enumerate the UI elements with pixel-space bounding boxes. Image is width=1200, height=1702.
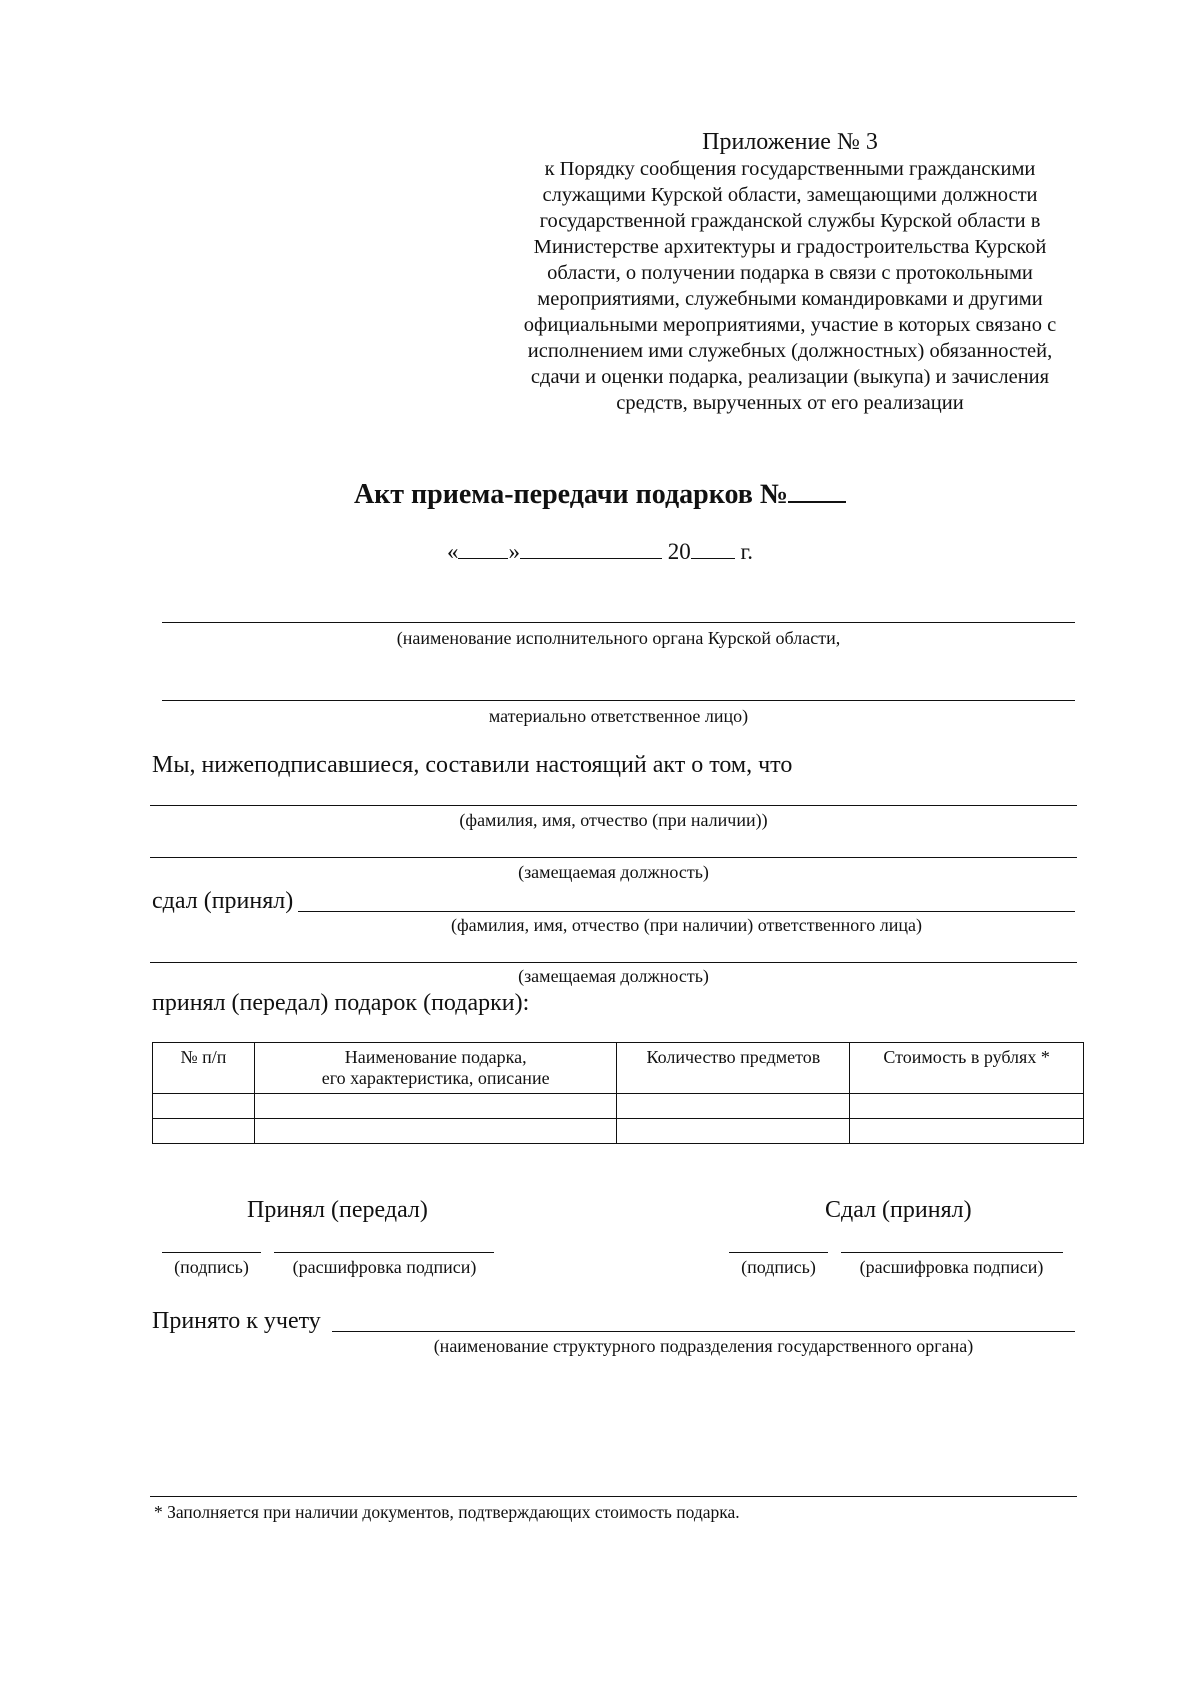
header-gift-name-line1: Наименование подарка, bbox=[344, 1047, 527, 1067]
fio-line[interactable] bbox=[150, 805, 1077, 806]
date-day-field[interactable] bbox=[458, 536, 508, 559]
appendix-line: мероприятиями, служебными командировками и другими bbox=[537, 288, 1043, 310]
responsible-person-line[interactable] bbox=[162, 700, 1075, 701]
right-decoding-line[interactable] bbox=[841, 1252, 1063, 1253]
header-number bbox=[153, 1043, 255, 1094]
gifts-table bbox=[152, 1042, 1084, 1144]
left-signature-caption: (подпись) bbox=[174, 1257, 249, 1277]
right-signature-title: Сдал (принял) bbox=[825, 1197, 972, 1223]
position-caption: (замещаемая должность) bbox=[518, 862, 709, 882]
organ-caption: (наименование исполнительного органа Курской области, bbox=[396, 628, 841, 648]
header-cost-text: Стоимость в рублях * bbox=[883, 1047, 1050, 1067]
organ-name-line[interactable] bbox=[162, 622, 1075, 623]
fio-caption: (фамилия, имя, отчество (при наличии)) bbox=[459, 810, 768, 830]
accounting-label: Принято к учету bbox=[152, 1308, 321, 1334]
appendix-header bbox=[480, 128, 1100, 416]
left-decoding-caption: (расшифровка подписи) bbox=[292, 1257, 477, 1277]
table-cell[interactable] bbox=[254, 1119, 617, 1144]
date-open-quote: « bbox=[446, 539, 459, 564]
appendix-line: сдачи и оценки подарка, реализации (выкупа) и зачисления bbox=[530, 366, 1050, 388]
responsible-fio-caption: (фамилия, имя, отчество (при наличии) ответственного лица) bbox=[451, 915, 922, 935]
position-line-2[interactable] bbox=[150, 962, 1077, 963]
date-month-field[interactable] bbox=[520, 536, 662, 559]
accounting-caption: (наименование структурного подразделения государственного органа) bbox=[433, 1336, 974, 1356]
right-signature-caption: (подпись) bbox=[741, 1257, 816, 1277]
position-caption-2: (замещаемая должность) bbox=[518, 966, 709, 986]
date-year-prefix: 20 bbox=[667, 539, 691, 564]
footnote-text: * Заполняется при наличии документов, подтверждающих стоимость подарка. bbox=[154, 1502, 740, 1522]
appendix-line: официальными мероприятиями, участие в которых связано с bbox=[523, 314, 1057, 336]
table-cell[interactable] bbox=[617, 1119, 850, 1144]
date-year-suffix: г. bbox=[740, 539, 754, 564]
header-gift-name-line2: его характеристика, описание bbox=[321, 1068, 550, 1088]
table-row bbox=[153, 1119, 1084, 1144]
header-quantity bbox=[617, 1043, 850, 1094]
act-number-field[interactable] bbox=[788, 479, 846, 503]
appendix-line: исполнением ими служебных (должностных) обязанностей, bbox=[527, 340, 1053, 362]
act-date bbox=[0, 536, 1200, 565]
position-line[interactable] bbox=[150, 857, 1077, 858]
table-row bbox=[153, 1094, 1084, 1119]
header-quantity-text: Количество предметов bbox=[646, 1047, 821, 1067]
act-title-text: Акт приема-передачи подарков № bbox=[353, 479, 789, 510]
appendix-line: Министерстве архитектуры и градостроительства Курской bbox=[533, 236, 1047, 258]
table-cell[interactable] bbox=[153, 1094, 255, 1119]
header-gift-name bbox=[254, 1043, 617, 1094]
appendix-line: средств, вырученных от его реализации bbox=[616, 392, 964, 414]
table-cell[interactable] bbox=[850, 1094, 1084, 1119]
act-title bbox=[0, 479, 1200, 511]
left-signature-line[interactable] bbox=[162, 1252, 261, 1253]
intro-text: Мы, нижеподписавшиеся, составили настоящий акт о том, что bbox=[152, 752, 793, 778]
right-signature-line[interactable] bbox=[729, 1252, 828, 1253]
responsible-fio-line[interactable] bbox=[298, 911, 1075, 912]
appendix-line: служащими Курской области, замещающими должности bbox=[542, 184, 1038, 206]
header-number-text: № п/п bbox=[180, 1047, 227, 1067]
left-decoding-line[interactable] bbox=[274, 1252, 494, 1253]
appendix-line: области, о получении подарка в связи с протокольными bbox=[547, 262, 1033, 284]
table-cell[interactable] bbox=[254, 1094, 617, 1119]
date-year-field[interactable] bbox=[691, 536, 735, 559]
footnote-divider bbox=[150, 1496, 1077, 1497]
accounting-line[interactable] bbox=[332, 1331, 1075, 1332]
appendix-line: государственной гражданской службы Курской области в bbox=[539, 210, 1041, 232]
date-close-quote: » bbox=[508, 539, 520, 564]
right-decoding-caption: (расшифровка подписи) bbox=[859, 1257, 1044, 1277]
handed-label: сдал (принял) bbox=[152, 888, 294, 914]
table-header-row bbox=[153, 1043, 1084, 1094]
responsible-caption: материально ответственное лицо) bbox=[488, 706, 749, 726]
appendix-title: Приложение № 3 bbox=[702, 129, 878, 155]
left-signature-title: Принял (передал) bbox=[247, 1197, 428, 1223]
table-cell[interactable] bbox=[617, 1094, 850, 1119]
table-cell[interactable] bbox=[850, 1119, 1084, 1144]
appendix-line: к Порядку сообщения государственными гражданскими bbox=[544, 158, 1036, 180]
table-cell[interactable] bbox=[153, 1119, 255, 1144]
accepted-gifts-text: принял (передал) подарок (подарки): bbox=[152, 990, 530, 1016]
header-cost bbox=[850, 1043, 1084, 1094]
